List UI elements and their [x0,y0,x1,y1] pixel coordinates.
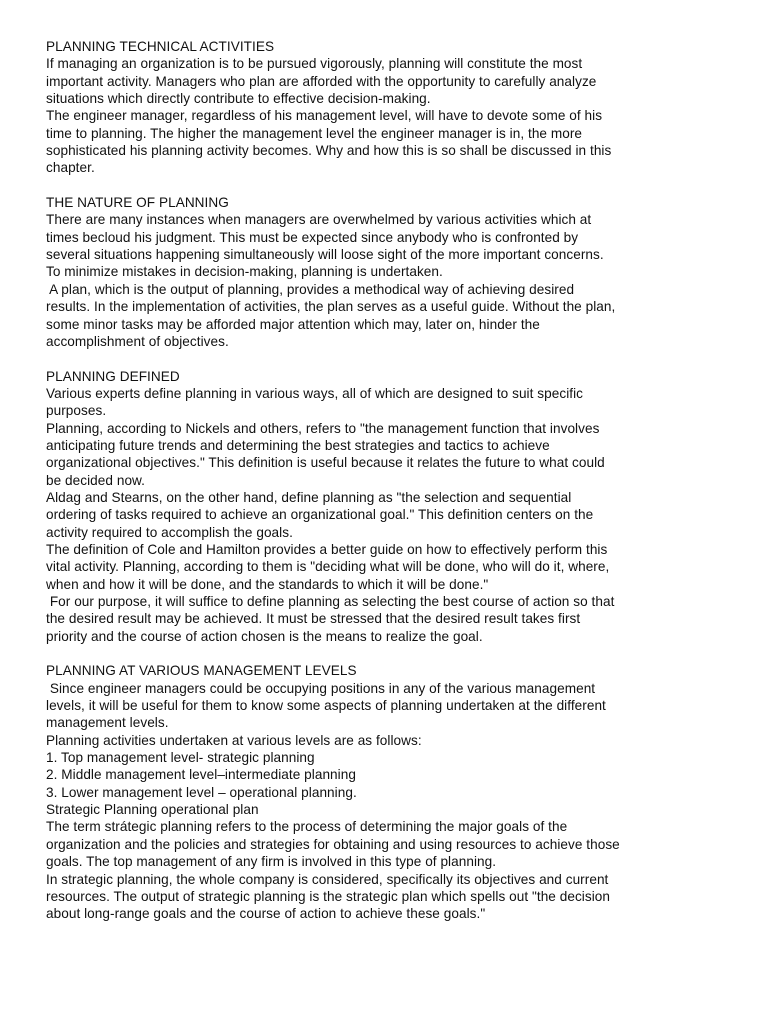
text-line: organization and the policies and strategies for obtaining and using resources to achieve those [46,836,620,852]
text-line: the desired result may be achieved. It must be stressed that the desired result takes first [46,611,581,627]
text-line: time to planning. The higher the management level the engineer manager is in, the more [46,125,583,141]
text-line: Planning, according to Nickels and others, refers to "the management function that involves [46,420,600,436]
text-line: when and how it will be done, and the standards to which it will be done." [46,576,489,592]
text-line: several situations happening simultaneously will loose sight of the more important concerns. [46,247,604,263]
text-line: organizational objectives." This definition is useful because it relates the future to what could [46,455,605,471]
blank-line [46,177,736,194]
text-line: If managing an organization is to be pursued vigorously, planning will constitute the most [46,56,583,72]
text-line: The engineer manager, regardless of his management level, will have to devote some of his [46,108,603,124]
text-line: goals. The top management of any firm is involved in this type of planning. [46,854,497,870]
text-line: be decided now. [46,472,146,488]
text-line: about long-range goals and the course of action to achieve these goals." [46,906,486,922]
text-line: There are many instances when managers are overwhelmed by various activities which at [46,212,592,228]
text-line: vital activity. Planning, according to them is "deciding what will be done, who will do it, where, [46,559,610,575]
text-line: some minor tasks may be afforded major attention which may, later on, hinder the [46,316,540,332]
text-line: chapter. [46,160,95,176]
text-line: levels, it will be useful for them to know some aspects of planning undertaken at the different [46,698,606,714]
blank-line [46,645,736,662]
text-line: activity required to accomplish the goals. [46,524,293,540]
text-line: sophisticated his planning activity becomes. Why and how this is so shall be discussed in this [46,143,612,159]
text-line: Aldag and Stearns, on the other hand, define planning as "the selection and sequential [46,489,572,505]
text-line: 2. Middle management level–intermediate planning [46,767,356,783]
text-line: situations which directly contribute to effective decision-making. [46,91,431,107]
text-line: THE NATURE OF PLANNING [46,195,229,211]
text-line: For our purpose, it will suffice to define planning as selecting the best course of action so that [46,594,615,609]
text-line: results. In the implementation of activities, the plan serves as a useful guide. Without the plan, [46,299,616,315]
text-line: purposes. [46,403,107,419]
text-line: PLANNING AT VARIOUS MANAGEMENT LEVELS [46,663,357,679]
text-line: management levels. [46,715,169,731]
text-line: Various experts define planning in various ways, all of which are designed to suit specific [46,385,584,401]
text-line: A plan, which is the output of planning, provides a methodical way of achieving desired [46,281,575,297]
text-line: accomplishment of objectives. [46,333,229,349]
text-line: Planning activities undertaken at various levels are as follows: [46,732,422,748]
text-line: The term strátegic planning refers to the process of determining the major goals of the [46,819,568,835]
text-line: PLANNING DEFINED [46,368,180,384]
text-line: times becloud his judgment. This must be expected since anybody who is confronted by [46,229,579,245]
text-line: To minimize mistakes in decision-making, planning is undertaken. [46,264,443,280]
text-line: important activity. Managers who plan are afforded with the opportunity to carefully analyze [46,73,597,89]
text-line: ordering of tasks required to achieve an organizational goal." This definition centers on the [46,507,594,523]
text-line: Strategic Planning operational plan [46,802,259,818]
text-line: In strategic planning, the whole company is considered, specifically its objectives and current [46,871,609,887]
text-line: PLANNING TECHNICAL ACTIVITIES [46,39,275,54]
text-line: anticipating future trends and determining the best strategies and tactics to achieve [46,437,550,453]
text-line: resources. The output of strategic planning is the strategic plan which spells out "the decision [46,888,611,904]
document-page [46,38,736,923]
blank-line [46,350,736,367]
text-line: priority and the course of action chosen is the means to realize the goal. [46,628,483,644]
text-line: 3. Lower management level – operational planning. [46,784,357,800]
text-line: Since engineer managers could be occupying positions in any of the various management [46,680,596,696]
text-line: The definition of Cole and Hamilton provides a better guide on how to effectively perform this [46,541,608,557]
text-line: 1. Top management level- strategic planning [46,750,315,766]
